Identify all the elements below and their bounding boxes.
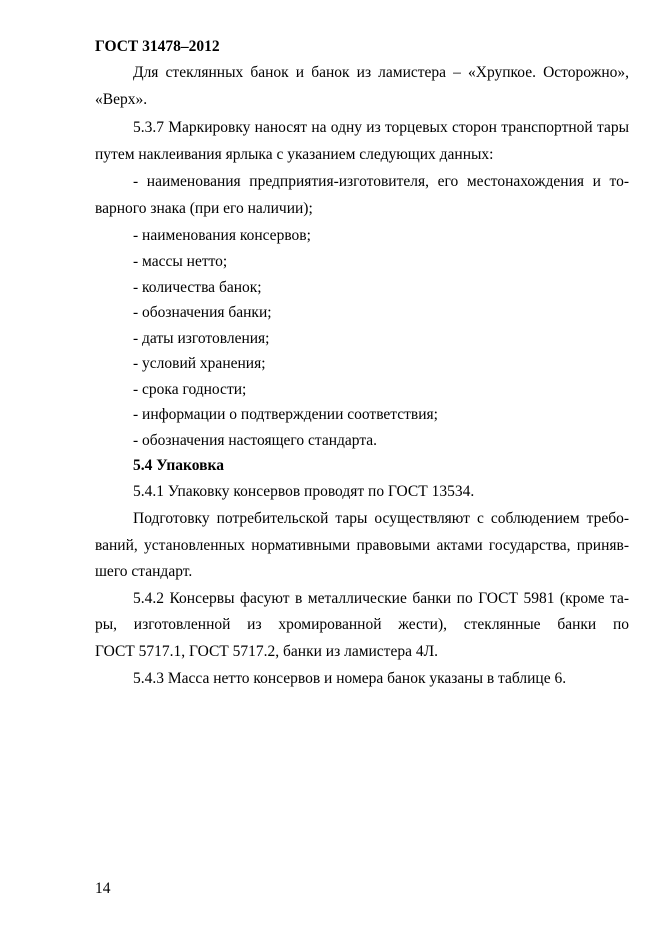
text-line: Для стеклянных банок и банок из ламистера – «Хрупкое. Осторожно», [133,64,629,81]
text-line: путем наклеивания ярлыка с указанием следующих данных: [95,146,494,163]
text-line: «Верх». [95,91,148,108]
text-line: шего стандарт. [95,563,193,580]
text-line: варного знака (при его наличии); [95,200,313,217]
text-line: - наименования предприятия-изготовителя, его местонахождения и то- [133,173,629,190]
list-item: - наименования консервов; [133,227,311,244]
list-item: - даты изготовления; [133,330,270,347]
text-line: Подготовку потребительской тары осуществляют с соблюдением требо- [133,510,629,527]
text-line: 5.3.7 Маркировку наносят на одну из торцевых сторон транспортной тары [133,119,629,136]
section-heading: 5.4 Упаковка [133,457,224,474]
list-item: - информации о подтверждении соответствия; [133,406,438,423]
page-number: 14 [95,880,111,897]
text-line: 5.4.2 Консервы фасуют в металлические банки по ГОСТ 5981 (кроме та- [133,590,629,607]
list-item: - условий хранения; [133,355,266,372]
list-item: - массы нетто; [133,253,228,270]
document-header: ГОСТ 31478–2012 [95,38,220,55]
text-line: 5.4.3 Масса нетто консервов и номера банок указаны в таблице 6. [133,670,567,687]
list-item: - количества банок; [133,279,262,296]
list-item: - срока годности; [133,381,247,398]
text-line: ры, изготовленной из хромированной жести), стеклянные банки по [95,616,629,633]
text-line: 5.4.1 Упаковку консервов проводят по ГОСТ 13534. [133,483,475,500]
text-line: ваний, установленных нормативными правовыми актами государства, приняв- [95,537,629,554]
list-item: - обозначения банки; [133,304,272,321]
list-item: - обозначения настоящего стандарта. [133,432,378,449]
text-line: ГОСТ 5717.1, ГОСТ 5717.2, банки из ламистера 4Л. [95,643,438,660]
